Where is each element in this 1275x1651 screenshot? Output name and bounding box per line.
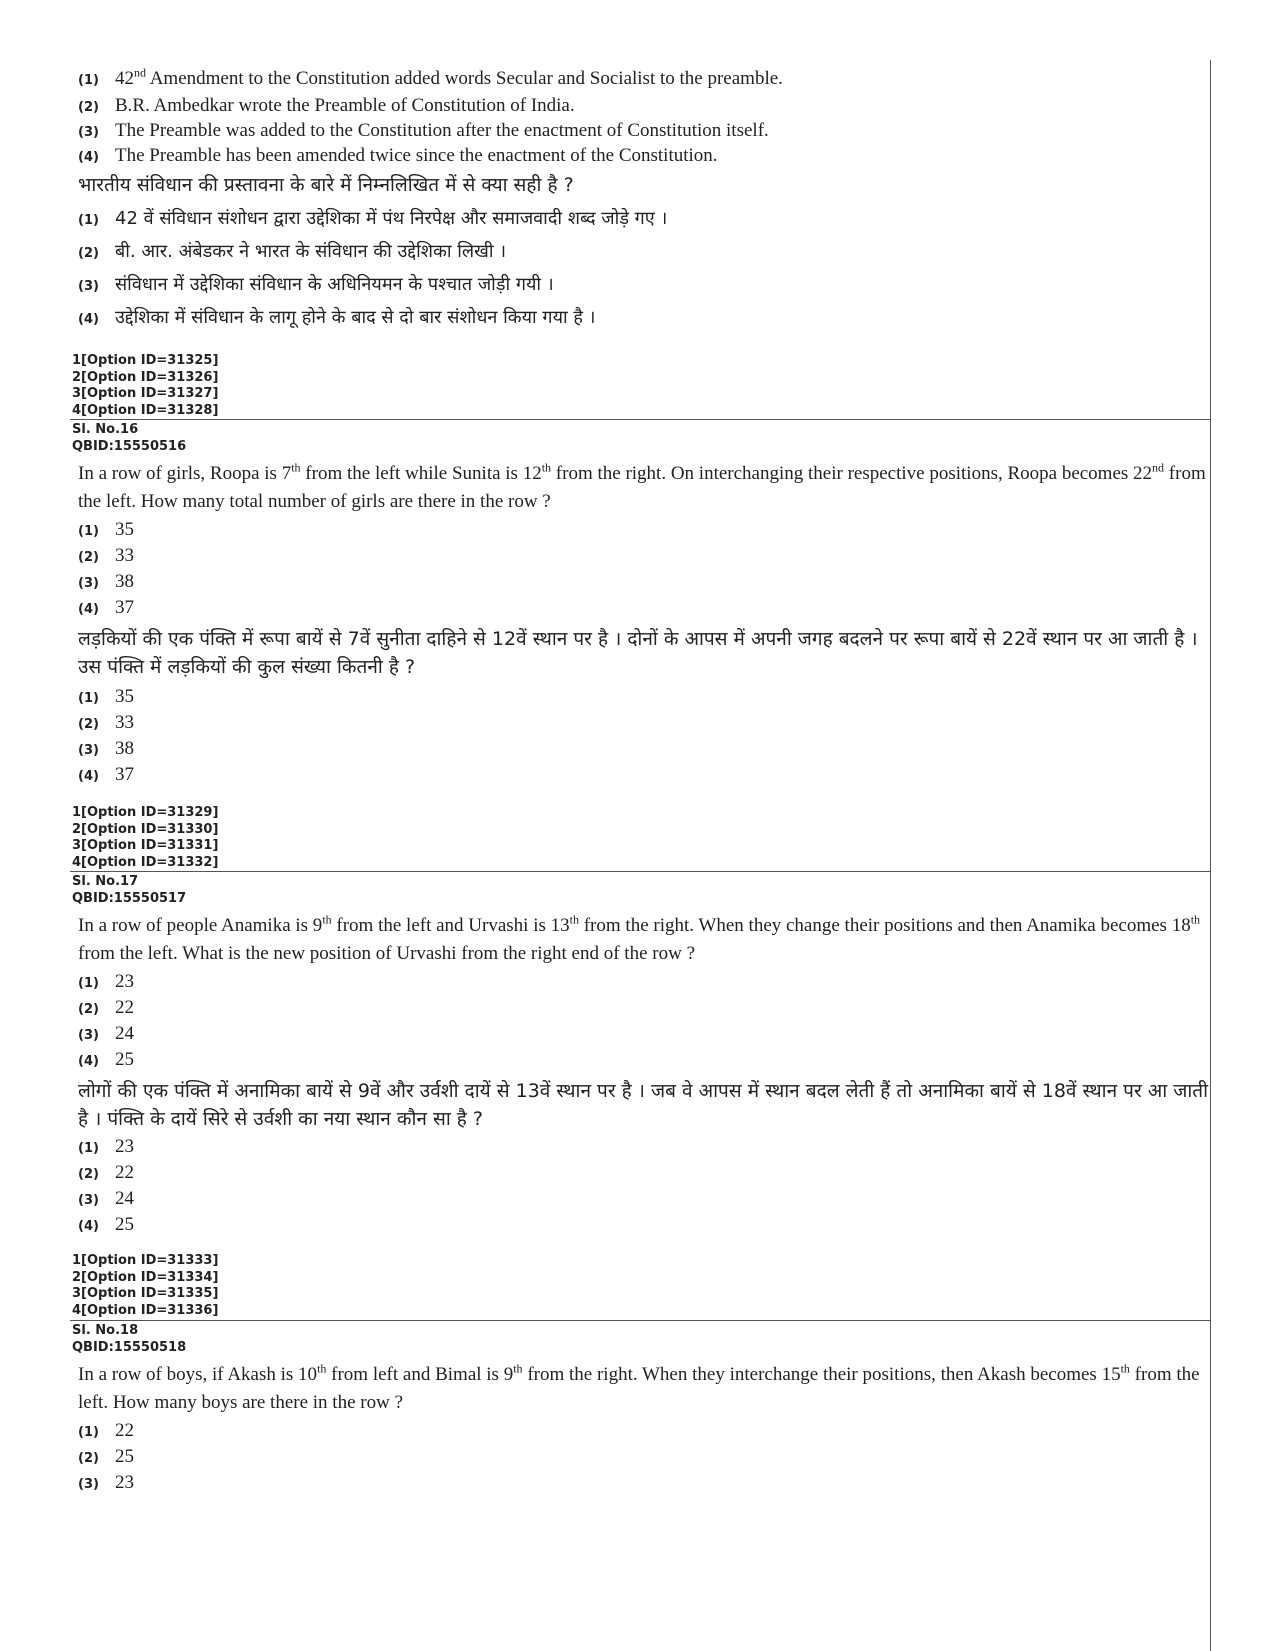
option-number: (4) <box>78 1054 99 1069</box>
option-text: बी. आर. अंबेडकर ने भारत के संविधान की उद्देशिका लिखी । <box>115 241 507 262</box>
option-text: 37 <box>115 764 134 785</box>
q-part: In a row of boys, if Akash is 10 <box>78 1364 318 1385</box>
option-text: उद्देशिका में संविधान के लागू होने के बाद से दो बार संशोधन किया गया है । <box>115 307 596 328</box>
option-number: (4) <box>78 1219 99 1234</box>
serial-number: Sl. No.18 <box>72 1323 139 1338</box>
ordinal-suffix: th <box>1190 912 1201 927</box>
option-number: (2) <box>78 246 99 261</box>
option-text: 22 <box>115 997 134 1018</box>
option-number: (4) <box>78 312 99 327</box>
option-3 <box>76 1023 1210 1049</box>
option-id: 1[Option ID=31325] <box>72 353 219 368</box>
ordinal-suffix: th <box>322 912 332 927</box>
option-id: 2[Option ID=31326] <box>72 369 219 385</box>
ordinal-suffix: th <box>317 1361 327 1376</box>
option-number: (3) <box>78 1193 99 1208</box>
option-id: 2[Option ID=31330] <box>72 821 219 837</box>
option-text: 23 <box>115 971 134 992</box>
question-18 <box>70 1321 1210 1498</box>
option-id: 4[Option ID=31332] <box>72 854 219 870</box>
option-number: (2) <box>78 1451 99 1466</box>
option-text: B.R. Ambedkar wrote the Preamble of Constitution of India. <box>115 95 575 116</box>
option-text: 38 <box>115 738 134 759</box>
option-hi-3 <box>76 272 1210 296</box>
option-text: 33 <box>115 545 134 566</box>
option-2 <box>76 1162 1210 1188</box>
question-bank-id: QBID:15550518 <box>72 1339 187 1355</box>
q-part: from the left and Urvashi is 13 <box>331 915 570 936</box>
option-en-1 <box>76 65 1210 90</box>
option-number: (2) <box>78 1167 99 1182</box>
question-text-english <box>78 460 1210 516</box>
ordinal-suffix: th <box>541 460 552 475</box>
option-rest: Amendment to the Constitution added words Secular and Socialist to the preamble. <box>146 68 783 89</box>
option-text: 23 <box>115 1136 134 1157</box>
question-text-english <box>78 1361 1210 1417</box>
ordinal-suffix: th <box>291 460 301 475</box>
q-part: from the right. On interchanging their respective positions, Roopa becomes 22 <box>551 463 1153 484</box>
option-4 <box>76 764 1210 790</box>
option-1 <box>76 519 1210 545</box>
question-15 <box>70 60 1210 420</box>
option-4 <box>76 1049 1210 1075</box>
option-text <box>115 65 783 90</box>
option-2 <box>76 997 1210 1023</box>
question-16 <box>70 420 1210 872</box>
option-1 <box>76 1136 1210 1162</box>
option-number: (1) <box>78 1141 99 1156</box>
option-hi-2 <box>76 239 1210 263</box>
ordinal-suffix: th <box>1120 1361 1130 1376</box>
option-number: (1) <box>78 691 99 706</box>
option-2 <box>76 712 1210 738</box>
q-part: from the right. When they interchange their positions, then Akash becomes 15 <box>522 1364 1121 1385</box>
option-3 <box>76 571 1210 597</box>
option-number: (3) <box>78 576 99 591</box>
question-text-english <box>78 912 1210 968</box>
q-part: from left and Bimal is 9 <box>326 1364 514 1385</box>
option-text: 33 <box>115 712 134 733</box>
option-text: 38 <box>115 571 134 592</box>
option-id: 4[Option ID=31336] <box>72 1302 219 1318</box>
option-number: (2) <box>78 717 99 732</box>
question-paper <box>70 60 1211 1651</box>
option-en-2 <box>76 95 1210 117</box>
question-bank-id: QBID:15550516 <box>72 438 187 454</box>
option-id: 3[Option ID=31335] <box>72 1286 219 1301</box>
ordinal-suffix: nd <box>1152 460 1165 475</box>
option-1 <box>76 971 1210 997</box>
option-number: (3) <box>78 1028 99 1043</box>
option-1 <box>76 1420 1210 1446</box>
option-id: 1[Option ID=31329] <box>72 805 219 820</box>
option-text: The Preamble was added to the Constitution after the enactment of Constitution itself. <box>115 120 769 141</box>
option-text: 25 <box>115 1049 134 1070</box>
option-1 <box>76 686 1210 712</box>
option-text: 37 <box>115 597 134 618</box>
ordinal-suffix: th <box>569 912 579 927</box>
option-hi-4 <box>76 305 1210 329</box>
question-bank-id: QBID:15550517 <box>72 890 187 906</box>
q-part: from the left. How many total number of girls are there in the row ? <box>78 463 1206 512</box>
option-text: 23 <box>115 1472 134 1493</box>
serial-number: Sl. No.17 <box>72 874 139 889</box>
option-4 <box>76 597 1210 623</box>
ordinal-suffix: th <box>513 1361 523 1376</box>
serial-number: Sl. No.16 <box>72 422 139 437</box>
option-number: (2) <box>78 550 99 565</box>
option-en-4 <box>76 145 1210 167</box>
option-id: 3[Option ID=31327] <box>72 386 219 401</box>
q-part: from the left while Sunita is 12 <box>300 463 542 484</box>
q-part: from the left. How many boys are there in the row ? <box>78 1364 1200 1413</box>
option-3 <box>76 738 1210 764</box>
option-text: 22 <box>115 1420 134 1441</box>
option-text: 35 <box>115 686 134 707</box>
option-2 <box>76 545 1210 571</box>
option-id: 4[Option ID=31328] <box>72 402 219 418</box>
option-3 <box>76 1472 1210 1498</box>
option-number: (2) <box>78 1002 99 1017</box>
option-number: (3) <box>78 1477 99 1492</box>
option-number: (3) <box>78 125 99 140</box>
q-part: In a row of people Anamika is 9 <box>78 915 323 936</box>
question-text-hindi: लड़कियों की एक पंक्ति में रूपा बायें से 7वें सुनीता दाहिने से 12वें स्थान पर है । दोनों के आपस में अपनी जगह बदलने पर रूपा बायें से 22वें स्थान पर आ जाती है । उस पंक्ति में लड़कियों की कुल संख्या कितनी है ? <box>78 628 1198 678</box>
ordinal-number: 42 <box>115 68 134 89</box>
option-number: (1) <box>78 73 99 88</box>
option-number: (1) <box>78 213 99 228</box>
option-number: (4) <box>78 602 99 617</box>
option-text: 25 <box>115 1446 134 1467</box>
option-text: 25 <box>115 1214 134 1235</box>
option-text: संविधान में उद्देशिका संविधान के अधिनियमन के पश्चात जोड़ी गयी । <box>115 274 554 295</box>
option-number: (1) <box>78 1425 99 1440</box>
option-text: 24 <box>115 1188 134 1209</box>
q-part: In a row of girls, Roopa is 7 <box>78 463 292 484</box>
option-text: The Preamble has been amended twice since the enactment of the Constitution. <box>115 145 718 166</box>
q-part: from the right. When they change their positions and then Anamika becomes 18 <box>578 915 1191 936</box>
question-17 <box>70 872 1210 1321</box>
q-part: from the left. What is the new position of Urvashi from the right end of the row ? <box>78 943 695 964</box>
option-number: (4) <box>78 150 99 165</box>
option-number: (3) <box>78 743 99 758</box>
option-id: 2[Option ID=31334] <box>72 1269 219 1285</box>
option-text: 24 <box>115 1023 134 1044</box>
option-2 <box>76 1446 1210 1472</box>
option-4 <box>76 1214 1210 1240</box>
option-number: (4) <box>78 769 99 784</box>
option-hi-1 <box>76 206 1210 230</box>
option-number: (1) <box>78 524 99 539</box>
question-text-hindi: लोगों की एक पंक्ति में अनामिका बायें से 9वें और उर्वशी दायें से 13वें स्थान पर है । जब वे आपस में स्थान बदल लेती हैं तो अनामिका बायें से 18वें स्थान पर आ जाती है । पंक्ति के दायें सिरे से उर्वशी का नया स्थान कौन सा है ? <box>78 1080 1209 1130</box>
option-text: 35 <box>115 519 134 540</box>
option-number: (1) <box>78 976 99 991</box>
option-number: (2) <box>78 100 99 115</box>
option-en-3 <box>76 120 1210 142</box>
option-id: 3[Option ID=31331] <box>72 838 219 853</box>
option-number: (3) <box>78 279 99 294</box>
option-3 <box>76 1188 1210 1214</box>
option-id: 1[Option ID=31333] <box>72 1253 219 1268</box>
question-text-hindi: भारतीय संविधान की प्रस्तावना के बारे में निम्नलिखित में से क्या सही है ? <box>78 174 574 196</box>
ordinal-suffix: nd <box>134 65 146 80</box>
option-text: 22 <box>115 1162 134 1183</box>
option-text: 42 वें संविधान संशोधन द्वारा उद्देशिका में पंथ निरपेक्ष और समाजवादी शब्द जोड़े गए । <box>115 208 668 229</box>
